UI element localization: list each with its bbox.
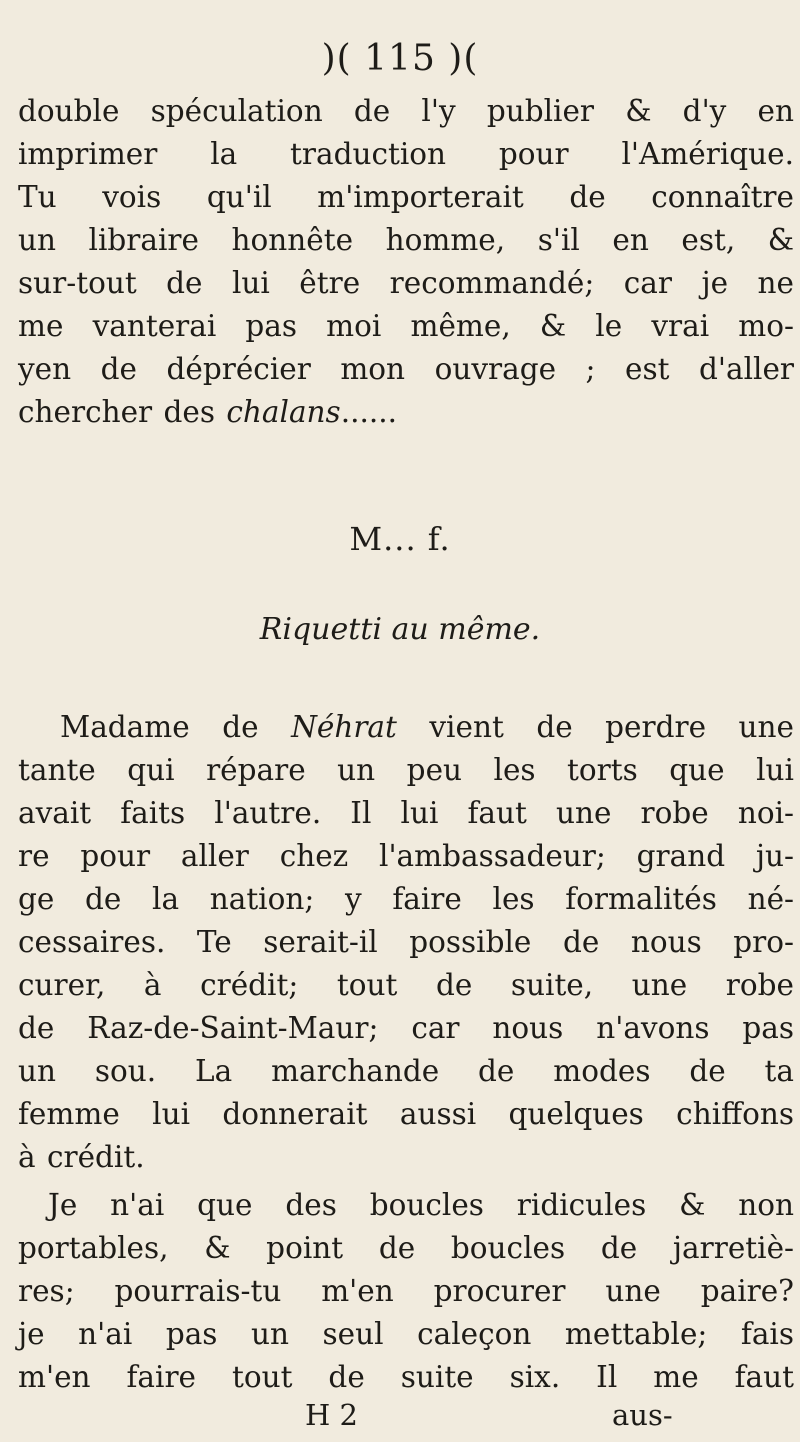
text-line: cessaires. Te serait-il possible de nous pro- [18, 925, 794, 959]
text-line: curer, à crédit; tout de suite, une robe [18, 968, 794, 1002]
heading-rest: au même. [381, 612, 541, 647]
letter-signature: M... f. [349, 520, 451, 558]
text-line: portables, & point de boucles de jarretiè- [18, 1231, 794, 1265]
text-span: Madame de [60, 710, 292, 744]
text-line: sur-tout de lui être recommandé; car je ne [18, 266, 794, 300]
text-line: imprimer la traduction pour l'Amérique. [18, 137, 794, 171]
text-line: Tu vois qu'il m'importerait de connaître [18, 180, 794, 214]
text-line: res; pourrais-tu m'en procurer une paire? [18, 1274, 794, 1308]
text-line: double spéculation de l'y publier & d'y en [18, 94, 794, 128]
ellipsis: ...... [340, 395, 397, 429]
text-line-last [18, 393, 794, 431]
text-span: vient de perdre une [396, 710, 795, 744]
text-line-last: à crédit. [18, 1140, 145, 1174]
letter-heading [0, 612, 800, 647]
text-span: chercher des [18, 395, 227, 429]
text-line: m'en faire tout de suite six. Il me faut [18, 1360, 794, 1394]
text-line: yen de déprécier mon ouvrage ; est d'aller [18, 352, 794, 386]
text-line: de Raz-de-Saint-Maur; car nous n'avons pas [18, 1011, 794, 1045]
text-line: un sou. La marchande de modes de ta [18, 1054, 794, 1088]
text-line: me vanterai pas moi même, & le vrai mo- [18, 309, 794, 343]
page-number-header: )( 115 )( [321, 38, 479, 79]
text-line-first: Je n'ai que des boucles ridicules & non [48, 1188, 794, 1222]
italic-word: chalans [226, 395, 341, 429]
heading-name: Riquetti [259, 612, 382, 647]
text-line: tante qui répare un peu les torts que lui [18, 753, 794, 787]
text-line: ge de la nation; y faire les formalités né- [18, 882, 794, 916]
catchword: aus- [612, 1398, 673, 1432]
text-line: avait faits l'autre. Il lui faut une robe noi- [18, 796, 794, 830]
italic-name: Néhrat [291, 710, 397, 744]
text-line: un libraire honnête homme, s'il en est, & [18, 223, 794, 257]
text-line: je n'ai pas un seul caleçon mettable; fais [18, 1317, 794, 1351]
text-line: femme lui donnerait aussi quelques chiffons [18, 1097, 794, 1131]
text-line-first [60, 708, 794, 746]
signature-mark: H 2 [305, 1398, 358, 1432]
text-line: re pour aller chez l'ambassadeur; grand ju- [18, 839, 794, 873]
